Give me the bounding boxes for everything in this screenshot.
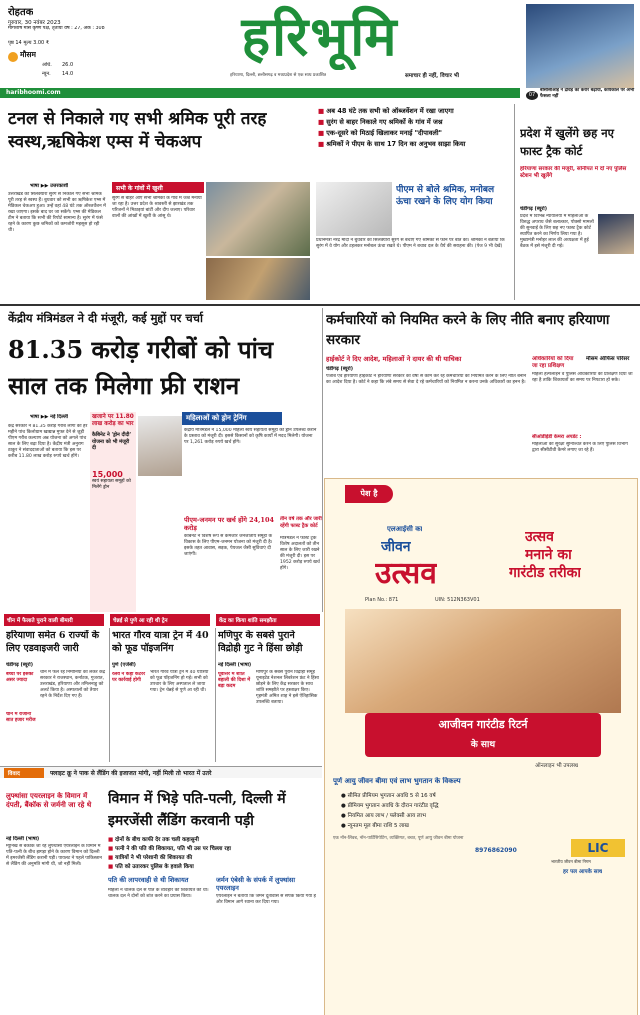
hrreg-headline: कर्मचारियों को नियमित करने के लिए नीति बनाए हरियाणा सरकार bbox=[326, 312, 610, 348]
flight-body: म्यूनिख से बैंकॉक जा रहे लुफ्थांसा एयरलाइन के विमान में पति-पत्नी के बीच झगड़ा होने के कारण विमान को दिल्ली में इमरजेंसी लैंडिंग करानी पड़ी। पायलट ने पहले पाकिस्तान से लैंडिंग की अनुमति मांगी थी, जो नहीं मिली। bbox=[6, 844, 102, 867]
lead-bullet: ■ श्रमिकों ने पीएम के साथ 17 दिन का अनुभव साझा किया bbox=[318, 140, 466, 148]
census-head: पीएम-जनमन पर खर्च होंगे 24,104 करोड़ bbox=[184, 516, 274, 532]
tunnel-photo bbox=[206, 258, 310, 300]
lead-bullet: ■ सुरंग से बाहर निकाले गए श्रमिकों के गांव में जश्न bbox=[318, 118, 443, 126]
train-byline: पुणे (एजेंसी) bbox=[112, 662, 136, 668]
manipur-headline: मणिपुर के सबसे पुराने विद्रोही गुट ने हिंसा छोड़ी bbox=[218, 630, 303, 654]
cabinet-byline: भाषा ▶▶ नई दिल्ली bbox=[30, 414, 69, 420]
promo-text: बीसीसीआई ने द्रविड़ का करार बढ़ाया, कार्यकाल पर अभी फैसला नहीं bbox=[540, 88, 635, 99]
manipur-side: पूर्वोत्तर में शांति बहाली की दिशा में बड़ा कदम bbox=[218, 672, 251, 689]
promo-num: 07 bbox=[526, 91, 538, 100]
hrreg-body: पंजाब एवं हरियाणा हाईकोर्ट ने हरियाणा सरकार को वर्षों से काम कर रहे कर्मचारियों को नियमित करने के लिए नीति बनाने का आदेश दिया है। कोर्ट ने कहा कि लंबे समय से सेवा दे रहे कर्मचारियों को नियमित न करना उनके अधिकारों का हनन है। bbox=[326, 374, 527, 385]
flight-s1-head: पति की लापरवाही से थी शिकायत bbox=[108, 876, 189, 884]
lead-bullet: ■ अब 48 घंटे तक सभी को ऑब्जर्वेशन में रखा जाएगा bbox=[318, 107, 454, 115]
pages: पृष्ठ 14 मूल्य 3.00 ₹ bbox=[8, 40, 49, 46]
hrreg-side-body: महिला हेल्पलाइन व पुलिस अधिकारियों को प्रशिक्षण दिया जा रहा है ताकि शिकायतों का समय पर निपटारा हो सके। bbox=[532, 372, 633, 383]
strip-tag-2: चेन्नई से पुणे आ रही थी ट्रेन bbox=[110, 614, 210, 626]
flight-s2-body: एयरलाइन ने बताया कि जर्मन दूतावास से संपर्क किया गया है और विमान आगे रवाना कर दिया गया। bbox=[216, 894, 316, 905]
fasttrack-headline: प्रदेश में खुलेंगे छह नए फास्ट ट्रैक कोर्ट bbox=[520, 126, 614, 158]
drone-tag: महिलाओं को ड्रोन ट्रेनिंग bbox=[182, 412, 282, 425]
lic-logo: LIC bbox=[571, 839, 625, 857]
max-val: 26.0 bbox=[62, 62, 74, 68]
max-label: अधि. bbox=[42, 62, 52, 68]
tagline: हरियाणा, दिल्ली, छत्तीसगढ़ व मध्यप्रदेश से एक साथ प्रकाशित bbox=[230, 73, 327, 78]
modi-photo bbox=[138, 416, 182, 476]
flight-bullet: ■ दोनों के बीच काफी देर तक चली कहासुनी bbox=[108, 837, 199, 843]
china-side-1: बच्चों पर इसका असर ज्यादा bbox=[6, 672, 34, 683]
tagline1: उत्सव bbox=[525, 529, 554, 545]
online: ऑनलाइन भी उपलब्ध bbox=[535, 763, 579, 769]
benefit-item: ● सीमित प्रीमियम भुगतान अवधि 5 से 16 वर्ष bbox=[341, 793, 436, 799]
flight-bullet: ■ पत्नी ने की पति की शिकायत, पति भी उस पर चिल्ला रहा bbox=[108, 846, 231, 852]
lic-slogan: हर पल आपके साथ bbox=[563, 869, 603, 875]
tagline3: गारंटीड तरीका bbox=[509, 565, 581, 581]
logo: हरिभूमि bbox=[241, 5, 399, 68]
hrreg-note-body: महिलाओं को सुरक्षा सुनिश्चित करने के लिए पुलिस विभाग द्वारा सीसीटीवी कैमरे लगाए जा रहे हैं। bbox=[532, 442, 628, 453]
strip-tag-1: चीन में फैलाते पुराने वाली बीमारी bbox=[4, 614, 104, 626]
flight-bullet: ■ यात्रियों ने भी परेशानी की शिकायत की bbox=[108, 855, 193, 861]
cabinet-body: केंद्र सरकार ने 81.35 करोड़ गरीब लोगों को हर महीने पांच किलोग्राम खाद्यान्न मुफ्त देने से जुड़ी पीएम गरीब कल्याण अन्न योजना को अगले पांच साल के लिए बढ़ा दिया है। केंद्रीय मंत्री अनुराग ठाकुर ने संवाददाताओं को बताया कि इस पर करीब 11.80 लाख करोड़ रुपये खर्च होंगे। bbox=[8, 424, 88, 459]
fasttrack-byline: चंडीगढ़ (ब्यूरो) bbox=[520, 206, 548, 212]
train-body: भारत गौरव यात्रा ट्रेन में 40 यात्रियों को फूड पॉइजनिंग हो गई। सभी को उपचार के लिए अस्पताल ले जाया गया। ट्रेन चेन्नई से पुणे आ रही थी। bbox=[150, 670, 209, 693]
sun-icon bbox=[8, 52, 18, 62]
fine-print: एक नॉन-लिंक्ड, नॉन-पार्टिसिपेटिंग, व्यक्तिगत, बचत, पूर्ण आयु जीवन बीमा योजना bbox=[333, 836, 464, 841]
benefit-item: ● नियमित आय लाभ / फ्लेक्सी आय लाभ bbox=[341, 813, 426, 819]
stat-num: 15,000 bbox=[92, 469, 123, 479]
city: रोहतक bbox=[8, 7, 34, 18]
masthead bbox=[0, 0, 640, 100]
slogan: समाचार ही नहीं, विचार भी bbox=[405, 73, 460, 79]
benefit-item: ● न्यूनतम मूल बीमा राशि 5 लाख bbox=[341, 823, 409, 829]
villages-tag: सभी के गांवों में खुशी bbox=[112, 182, 204, 193]
plan-no: Plan No.: 871 bbox=[365, 597, 399, 603]
fasttrack-photo bbox=[598, 214, 634, 254]
phone[interactable]: 8976862090 bbox=[475, 847, 517, 854]
date: गुरुवार, 30 नवंबर 2023 bbox=[8, 20, 61, 26]
court-body: मंत्रिमंडल ने फास्ट ट्रैक विशेष अदालतों को तीन साल के लिए जारी रखने की मंजूरी दी। इस पर 1952 करोड़ रुपये खर्च होंगे। bbox=[280, 536, 320, 571]
min-label: न्यून. bbox=[42, 71, 51, 77]
train-side: रेलवे ने कहा कैटरर पर कार्रवाई होगी bbox=[112, 672, 146, 683]
lead-headline: टनल से निकाले गए सभी श्रमिक पूरी तरह स्वस्थ,ऋषिकेश एम्स में चेकअप bbox=[8, 109, 267, 152]
brand-small: एलआईसी का bbox=[387, 525, 423, 533]
fasttrack-body: प्रदेश में विभिन्न न्यायालयों में महिलाओं के विरुद्ध अपराध जैसे बलात्कार, पोक्सो मामलों की सुनवाई के लिए छह नए फास्ट ट्रैक कोर्ट स्थापित करने का निर्णय लिया गया है। मुख्यमंत्री मनोहर लाल की अध्यक्षता में हुई बैठक में इसे मंजूरी दी गई। bbox=[520, 214, 594, 249]
court-head: तीन वर्ष तक और जारी रहेंगी फास्ट ट्रैक कोर्ट bbox=[280, 516, 322, 529]
uin: UIN: 512N363V01 bbox=[435, 597, 480, 603]
lic-ad bbox=[324, 478, 638, 1015]
cabinet-kicker: केंद्रीय मंत्रिमंडल ने दी मंजूरी, कई मुद्दों पर चर्चा bbox=[8, 311, 203, 325]
manipur-body: मणिपुर के सबसे पुराने विद्रोही समूह यूनाइटेड नेशनल लिबरेशन फ्रंट ने हिंसा छोड़ने के लिए केंद्र सरकार के साथ शांति समझौते पर हस्ताक्षर किए। गृहमंत्री अमित शाह ने इसे ऐतिहासिक उपलब्धि बताया। bbox=[256, 670, 319, 705]
pm-headline: पीएम से बोले श्रमिक, मनोबल ऊंचा रखने के लिए योग किया bbox=[396, 185, 495, 207]
fasttrack-bullet: हरियाणा सरकार की मंजूरी, सोनीपत में दो नए पुलिस स्टेशन भी खुलेंगे bbox=[520, 166, 627, 179]
lead-byline: भाषा ▶▶ उत्तरकाशी bbox=[30, 183, 69, 189]
china-side-2: चीन में रोजाना सात हजार मरीज bbox=[6, 712, 36, 723]
pm-body: प्रधानमंत्री नरेंद्र मोदी ने बुधवार को सिलक्यारा सुरंग से बचाए गए श्रमिकों से फोन पर बात की। श्रमिकों ने बताया कि सुरंग में वे योग और टहलकर मनोबल ऊंचा रखते थे। पीएम ने बचाव दल के धैर्य की सराहना की। (पेज 9 भी देखें) bbox=[316, 238, 505, 249]
stat-head: खजाने पर 11.80 लाख करोड़ का भार bbox=[92, 414, 134, 427]
flight-s2-head: जर्मन एंबेसी के संपर्क में लुफ्थांसा एयरलाइन bbox=[216, 876, 296, 892]
strip-tag-3: केंद्र का किया शांति समझौता bbox=[216, 614, 320, 626]
cabinet-headline: 81.35 करोड़ गरीबों को पांच साल तक मिलेगा फ्री राशन bbox=[8, 335, 274, 400]
lead-bullet: ■ एक-दूसरे को मिठाई खिलाकर मनाई "दीपावली" bbox=[318, 129, 442, 137]
lic-sub: भारतीय जीवन बीमा निगम bbox=[551, 859, 591, 864]
flight-strip-text: फ्लाइट क्रू ने पाक से लैंडिंग की इजाजत मांगी, नहीं मिली तो भारत में उतरे bbox=[50, 770, 212, 777]
drone-body: केंद्रीय मंत्रिमंडल ने 15,000 महिला स्वयं सहायता समूहों को ड्रोन उपलब्ध कराने के प्रस्ताव को मंजूरी दी। इससे किसानों को कृषि कार्यों में मदद मिलेगी। योजना पर 1,261 करोड़ रुपये खर्च होंगे। bbox=[184, 428, 317, 445]
flight-kicker: विवाद bbox=[4, 768, 44, 778]
site-bar bbox=[0, 88, 520, 98]
hrreg-side-head2: मौसम ऑफिस परिसर bbox=[586, 356, 630, 362]
ribbon1: आजीवन गारंटीड रिटर्न bbox=[438, 718, 528, 731]
hrreg-byline: चंडीगढ़ (ब्यूरो) bbox=[326, 366, 354, 372]
stat-box bbox=[90, 412, 136, 612]
villages-body: सुरंग से बाहर आए सभी श्रमिकों के गांव में जश्न मनाया जा रहा है। उत्तर प्रदेश के श्रावस्ती से झारखंड तक परिजनों ने मिठाइयां बांटीं और दीप जलाए। परिवार वालों की आंखों में खुशी के आंसू थे। bbox=[112, 196, 202, 219]
flight-s1-body: महिला ने चालक दल से पति के व्यवहार की शिकायत की थी। चालक दल ने दोनों को शांत करने का प्रयास किया। bbox=[108, 888, 209, 899]
stat-sub: कैबिनेट ने 'ड्रोन दीदी' योजना को भी मंजूरी दी bbox=[92, 432, 131, 451]
site-url[interactable]: haribhoomi.com bbox=[6, 89, 61, 96]
strip bbox=[0, 614, 322, 626]
train-headline: भारत गौरव यात्रा ट्रेन में 40 को फूड पॉइजनिंग bbox=[112, 630, 209, 654]
china-headline: हरियाणा समेत 6 राज्यों के लिए एडवाइजरी जारी bbox=[6, 630, 100, 654]
manipur-byline: नई दिल्ली (भाषा) bbox=[218, 662, 252, 668]
benefit-list bbox=[341, 791, 631, 831]
lead-body: उत्तराखंड की सिलक्यारा सुरंग से निकाले गए सभी श्रमिक पूरी तरह से स्वस्थ हैं। बुधवार को सभी का ऋषिकेश एम्स में मेडिकल चेकअप हुआ। उन्हें वहां 48 घंटे तक ऑब्जर्वेशन में रखा जाएगा। इसके बाद घर जा सकेंगे। एम्स की मेडिकल टीम ने बताया कि सभी की रिपोर्ट सामान्य है। सुरंग में फंसे रहने के कारण कुछ श्रमिकों को कमजोरी महसूस हो रही थी। bbox=[8, 192, 106, 233]
flight-byline: नई दिल्ली (भाषा) bbox=[6, 836, 40, 842]
brand-big2: उत्सव bbox=[375, 556, 437, 591]
hrreg-side-head: अधिकारियों को दिया जा रहा प्रशिक्षण bbox=[532, 356, 574, 369]
hrreg-kicker: हाईकोर्ट ने दिए आदेश, महिलाओं ने दायर की थी याचिका bbox=[326, 355, 462, 363]
benefit-item: ● प्रीमियम भुगतान अवधि के दौरान गारंटीड वृद्धि bbox=[341, 803, 439, 809]
china-byline: चंडीगढ़ (ब्यूरो) bbox=[6, 662, 34, 668]
tagline2: मनाने का bbox=[525, 547, 572, 563]
villages-photo bbox=[206, 182, 310, 256]
dravid-photo bbox=[526, 4, 634, 88]
pm-photo bbox=[316, 182, 392, 236]
lead-bullets bbox=[318, 106, 510, 150]
panchang: मार्गशीर्ष मास कृष्ण पक्ष, तृतीया वर्ष : 27, अंक : 308 bbox=[8, 26, 105, 31]
flight-bullet: ■ पति को उतारकर पुलिस के हवाले किया bbox=[108, 864, 194, 870]
benefit-title: पूर्ण आयु जीवन बीमा एवं लाभ भुगतान के विकल्प bbox=[333, 777, 461, 785]
ad-tag: पेश है bbox=[345, 485, 393, 503]
flight-side-title: लुफ्थांसा एयरलाइन के विमान में दंपती, बैंकॉक से जर्मनी जा रहे थे bbox=[6, 792, 92, 809]
brand-big1: जीवन bbox=[381, 539, 411, 555]
stat-num-text: स्वयं सहायता समूहों को मिलेंगे ड्रोन bbox=[92, 478, 131, 490]
flight-bullets bbox=[108, 836, 322, 872]
hrreg-note-tag: सीओडीईडी केमरा अपडेट : bbox=[532, 434, 582, 440]
china-body: चीन में फैल रहे निमोनिया को लेकर केंद्र सरकार ने राजस्थान, कर्नाटक, गुजरात, उत्तराखंड, हरियाणा और तमिलनाडु को अलर्ट किया है। अस्पतालों को तैयार रहने के निर्देश दिए गए हैं। bbox=[40, 670, 106, 699]
ribbon2: के साथ bbox=[470, 740, 496, 750]
weather-title: मौसम bbox=[20, 50, 36, 59]
flight-strip bbox=[0, 766, 322, 778]
flight-headline: विमान में भिड़े पति-पत्नी, दिल्ली में इमरजेंसी लैंडिंग करवानी पड़ी bbox=[108, 791, 286, 829]
min-val: 14.0 bbox=[62, 71, 74, 77]
family-photo bbox=[345, 609, 621, 713]
census-body: कैबिनेट ने विशेष रूप से कमजोर जनजातीय समूहों के विकास के लिए पीएम-जनमन योजना को मंजूरी दी है। इसके तहत आवास, सड़क, पेयजल जैसी सुविधाएं दी जाएंगी। bbox=[184, 534, 273, 557]
